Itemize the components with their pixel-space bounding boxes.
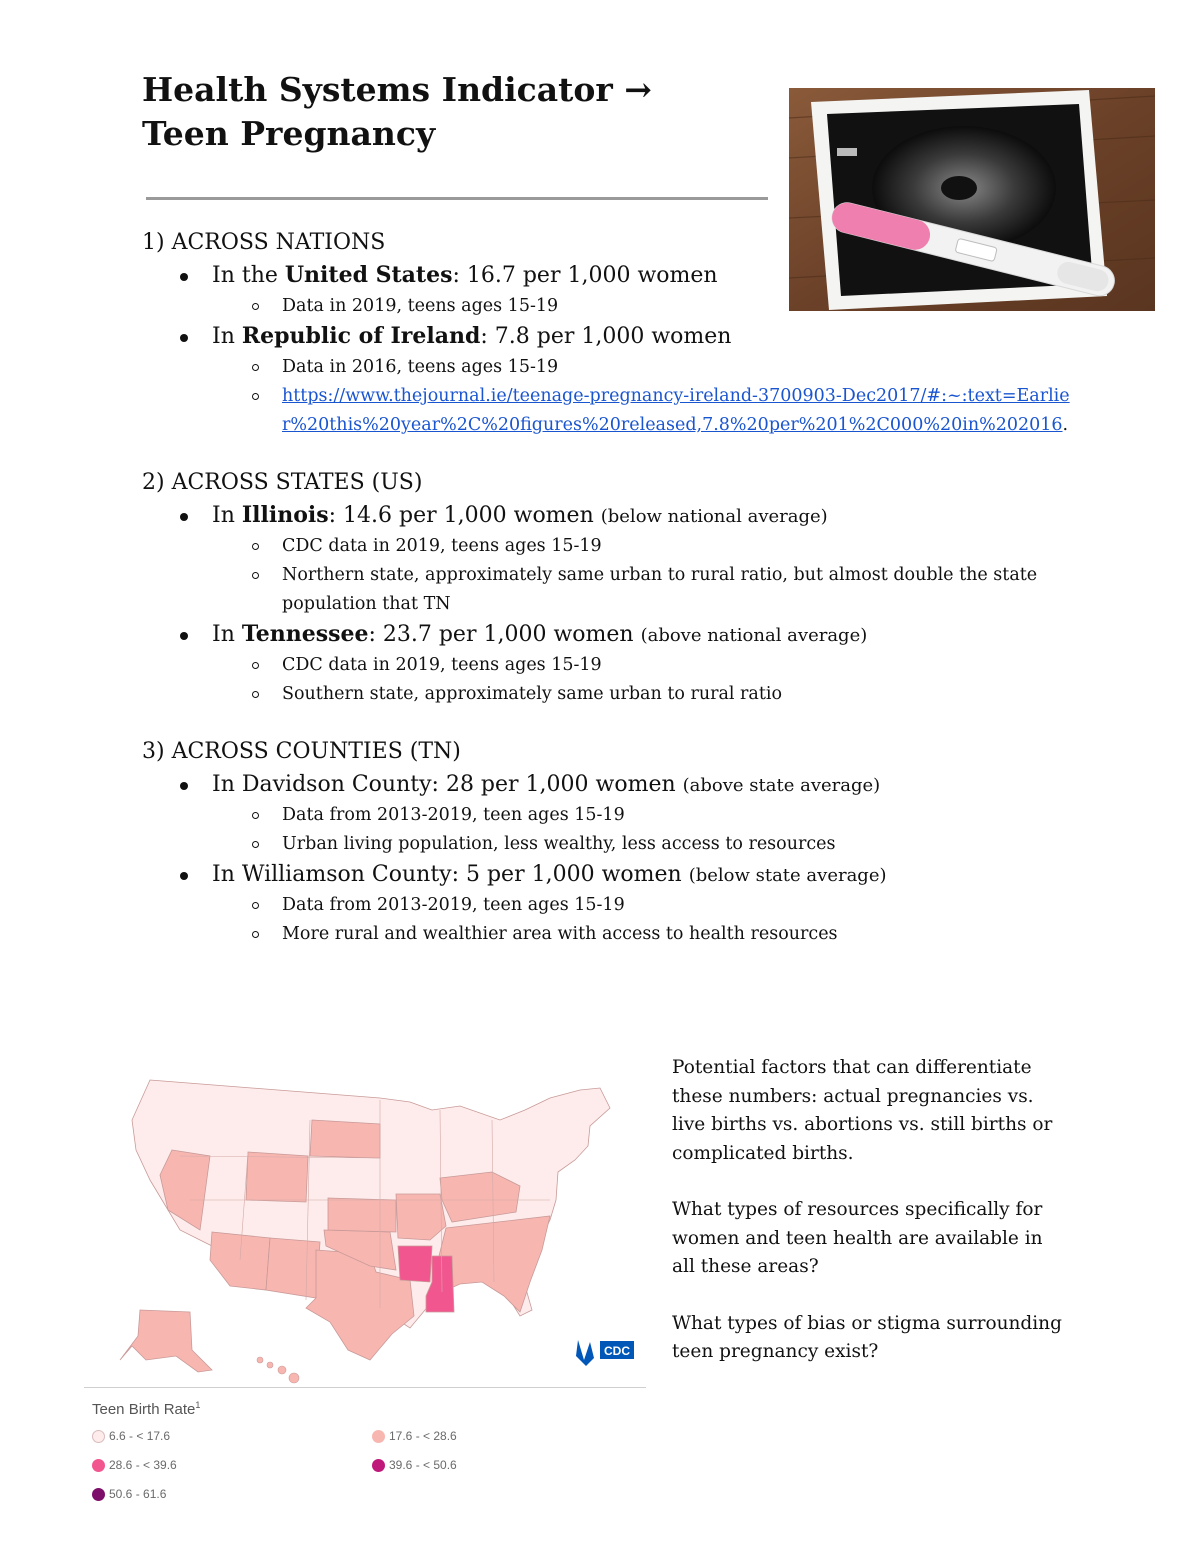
legend-label: 28.6 - < 39.6 [109, 1458, 177, 1472]
cdc-logo [576, 1340, 634, 1366]
item-text: In [212, 622, 242, 647]
sub-list-item: Southern state, approximately same urban to rural ratio [212, 680, 1082, 709]
legend-label: 6.6 - < 17.6 [109, 1429, 171, 1443]
main-content [142, 226, 1082, 949]
page-title [142, 68, 762, 156]
list-item [142, 859, 1082, 949]
item-place: United States [284, 262, 453, 288]
side-note-factors: Potential factors that can differentiate these numbers: actual pregnancies vs. live births vs. abortions vs. still births or complicated births. [672, 1057, 1053, 1164]
item-text: In Davidson County: 28 per 1,000 women [212, 772, 683, 797]
item-text: In [212, 324, 242, 349]
legend-title: Teen Birth Rate$^1$ [92, 1400, 201, 1418]
us-teen-birth-rate-map [80, 1060, 650, 1390]
legend-swatch [372, 1430, 385, 1443]
title-divider [146, 197, 768, 200]
legend-item [92, 1487, 372, 1501]
cdc-logo-text: CDC [604, 1344, 630, 1358]
legend-item [372, 1429, 652, 1443]
item-place: Tennessee [241, 621, 369, 647]
section-heading: 2) ACROSS STATES (US) [142, 470, 423, 495]
item-text: In [212, 503, 242, 528]
side-note-resources: What types of resources specifically for women and teen health are available in all these areas? [672, 1199, 1043, 1277]
section-1 [142, 226, 1082, 440]
legend-swatch [92, 1430, 105, 1443]
list-item [142, 769, 1082, 859]
sub-list-item: More rural and wealthier area with access to health resources [212, 920, 1082, 949]
item-note: (above national average) [640, 625, 868, 646]
sub-list-item: CDC data in 2019, teens ages 15-19 [212, 532, 1082, 561]
item-rate: : 7.8 per 1,000 women [480, 324, 732, 349]
state-kansas [328, 1198, 396, 1232]
state-alaska [120, 1310, 212, 1372]
legend-divider [84, 1387, 646, 1388]
section-heading: 1) ACROSS NATIONS [142, 230, 386, 255]
side-note-bias: What types of bias or stigma surrounding teen pregnancy exist? [672, 1312, 1062, 1362]
list-item [142, 321, 1082, 440]
legend-label: 39.6 - < 50.6 [389, 1458, 457, 1472]
legend-item [92, 1458, 372, 1472]
list-item [142, 500, 1082, 619]
legend-swatch [372, 1459, 385, 1472]
sub-list-item: Data in 2016, teens ages 15-19 [212, 353, 1082, 382]
section-3 [142, 735, 1082, 949]
sub-list-item: Data from 2013-2019, teen ages 15-19 [212, 801, 1082, 830]
sub-list-item [212, 382, 1082, 440]
section-heading: 3) ACROSS COUNTIES (TN) [142, 739, 461, 764]
sub-list-item: Data in 2019, teens ages 15-19 [212, 292, 1082, 321]
item-place: Illinois [241, 502, 329, 528]
state-wyoming [246, 1152, 308, 1202]
legend-label: 17.6 - < 28.6 [389, 1429, 457, 1443]
legend-swatch [92, 1488, 105, 1501]
section-2 [142, 466, 1082, 709]
state-south-dakota [310, 1120, 380, 1158]
legend-item [92, 1429, 372, 1443]
list-item [142, 619, 1082, 709]
sub-list-item: Northern state, approximately same urban to rural ratio, but almost double the state population that TN [212, 561, 1082, 619]
legend-item [372, 1458, 652, 1472]
map-legend [92, 1400, 652, 1501]
item-rate: : 23.7 per 1,000 women [368, 622, 641, 647]
item-note: (above state average) [682, 775, 881, 796]
item-note: (below state average) [688, 865, 887, 886]
title-line-2: Teen Pregnancy [142, 114, 436, 153]
sub-list-item: Urban living population, less wealthy, less access to resources [212, 830, 1082, 859]
item-rate: : 14.6 per 1,000 women [328, 503, 601, 528]
state-arizona [210, 1232, 270, 1290]
item-rate: : 16.7 per 1,000 women [452, 263, 718, 288]
legend-label: 50.6 - 61.6 [109, 1487, 167, 1501]
item-text: In Williamson County: 5 per 1,000 women [212, 862, 689, 887]
link-punctuation: . [1062, 415, 1069, 435]
item-text: In the [212, 263, 285, 288]
side-notes [672, 1054, 1064, 1395]
state-new-mexico [266, 1238, 320, 1298]
item-place: Republic of Ireland [241, 323, 481, 349]
item-note: (below national average) [600, 506, 828, 527]
state-hawaii [257, 1357, 299, 1383]
sub-list-item: CDC data in 2019, teens ages 15-19 [212, 651, 1082, 680]
sub-list-item: Data from 2013-2019, teen ages 15-19 [212, 891, 1082, 920]
state-arkansas [398, 1246, 432, 1282]
title-line-1: Health Systems Indicator → [142, 70, 652, 109]
list-item [142, 260, 1082, 321]
source-link[interactable]: https://www.thejournal.ie/teenage-pregnancy-ireland-3700903-Dec2017/#:~:text=Earlier%20this%20year%2C%20figures%20released,7.8%20per%201%2C000%20in%202016 [282, 386, 1070, 435]
legend-swatch [92, 1459, 105, 1472]
